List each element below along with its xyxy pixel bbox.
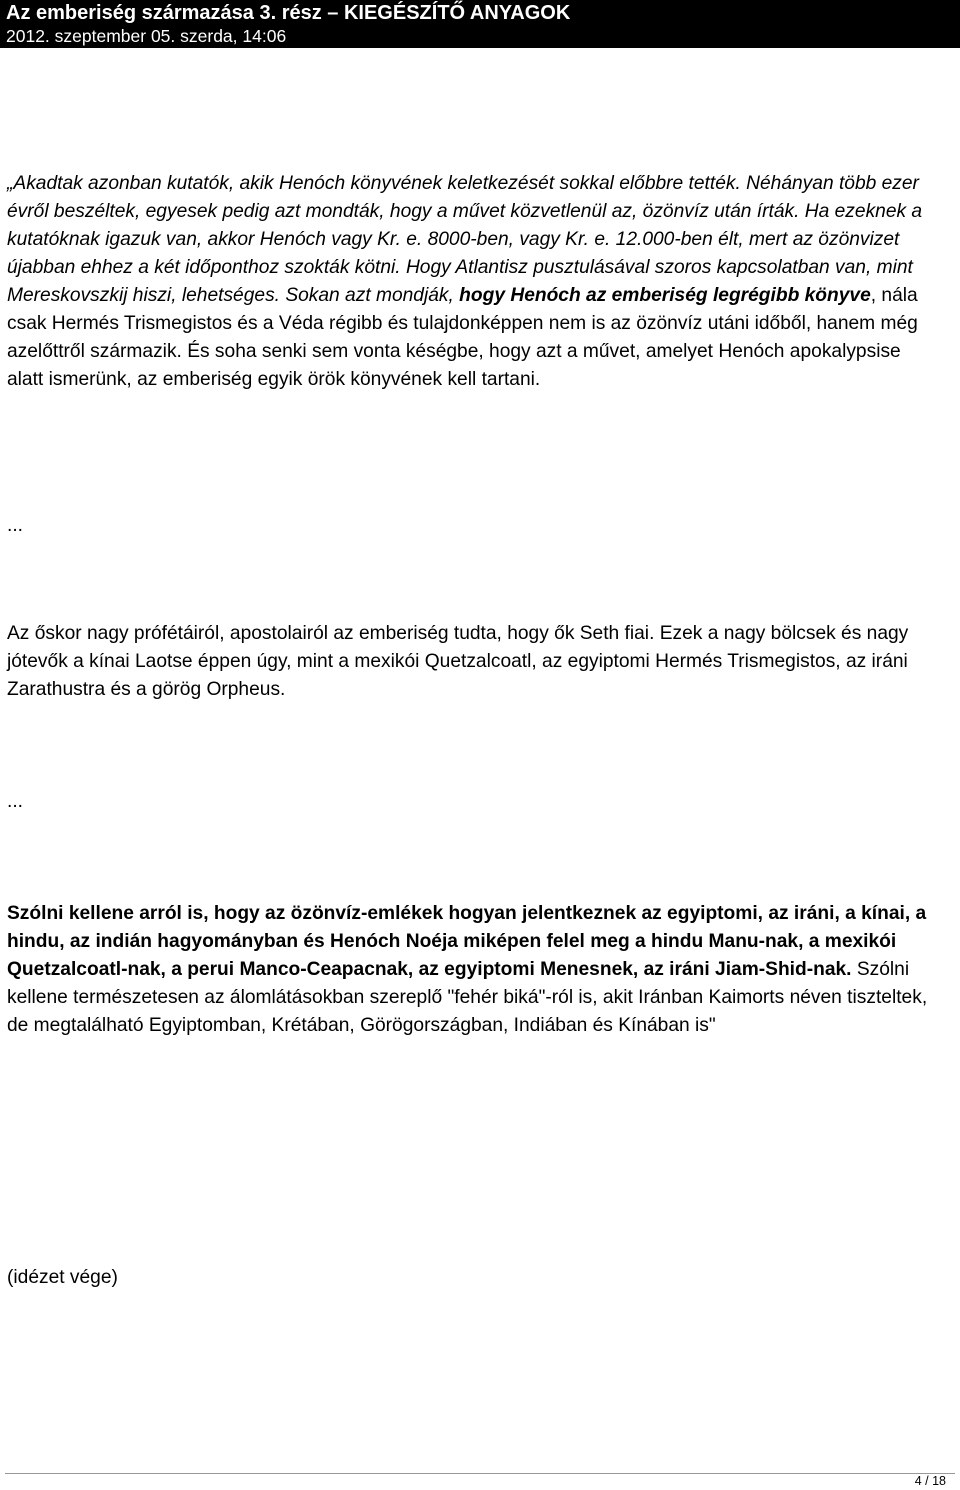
paragraph-text: Szólni kellene természetesen az álomlátásokban szereplő "fehér biká"-ról is, akit Iránban Kaimorts néven tiszteltek, de megtalálható Egyiptomban, Krétában, Görögországban, Indiában és Kínában is" <box>7 959 928 1036</box>
paragraph-text: „Akadtak azonban kutatók, akik Henóch könyvének keletkezését sokkal előbbre tették. Néhányan több ezer évről beszéltek, egyesek pedig azt mondták, hogy a művet közvetlenül az, özönvíz után írták. Ha ezeknek a kutatóknak igazuk van, akkor Henóch vagy Kr. e. 8000-ben, vagy Kr. e. 12.000-ben élt, mert az özönvizet újabban ehhez a két időponthoz szokták kötni. Hogy Atlantisz pusztulásával szoros kapcsolatban van, mint Mereskovszkij hiszi, lehetséges. Sokan azt mondják, <box>7 173 923 306</box>
paragraph-text: És soha senki sem vonta késégbe, hogy azt a művet, amelyet Henóch apokalypsise alatt ismerünk, az emberiség egyik örök könyvének kell tartani. <box>7 341 901 390</box>
paragraph-henoch-origin <box>7 170 937 394</box>
bold-text: Szólni kellene arról is, hogy az özönvíz-emlékek hogyan jelentkeznek az egyiptomi, az iráni, a kínai, a hindu, az indián hagyományban és Henóch Noéja miképen felel meg a hindu Manu-nak, a mexikói Quetzalcoatl-nak, a perui Manco-Ceapacnak, az egyiptomi Menesnek, az iráni Jiam-Shid-nak. <box>7 903 927 980</box>
quote-end: (idézet vége) <box>7 1267 118 1288</box>
paragraph-flood-memories <box>7 900 937 1040</box>
emphasis-text: hogy Henóch az emberiség legrégibb könyve <box>459 285 871 306</box>
page-number: 4 / 18 <box>914 1474 946 1488</box>
ellipsis-separator: ... <box>7 515 23 536</box>
article-title: Az emberiség származása 3. rész – KIEGÉSZÍTŐ ANYAGOK <box>6 2 571 24</box>
paragraph-text: , nála csak Hermés Trismegistos és a Véda régibb és tulajdonképpen nem is az özönvíz utáni időből, hanem még azelőttről származik. <box>7 285 918 362</box>
article-date: 2012. szeptember 05. szerda, 14:06 <box>6 26 287 46</box>
paragraph-prophets: Az őskor nagy prófétáiról, apostolairól az emberiség tudta, hogy ők Seth fiai. Ezek a nagy bölcsek és nagy jótevők a kínai Laotse éppen úgy, mint a mexikói Quetzalcoatl, az egyiptomi Hermés Trismegistos, az iráni Zarathustra és a görög Orpheus. <box>7 623 909 700</box>
page-header <box>0 0 960 48</box>
ellipsis-separator: ... <box>7 791 23 812</box>
footer-divider <box>5 1473 955 1474</box>
